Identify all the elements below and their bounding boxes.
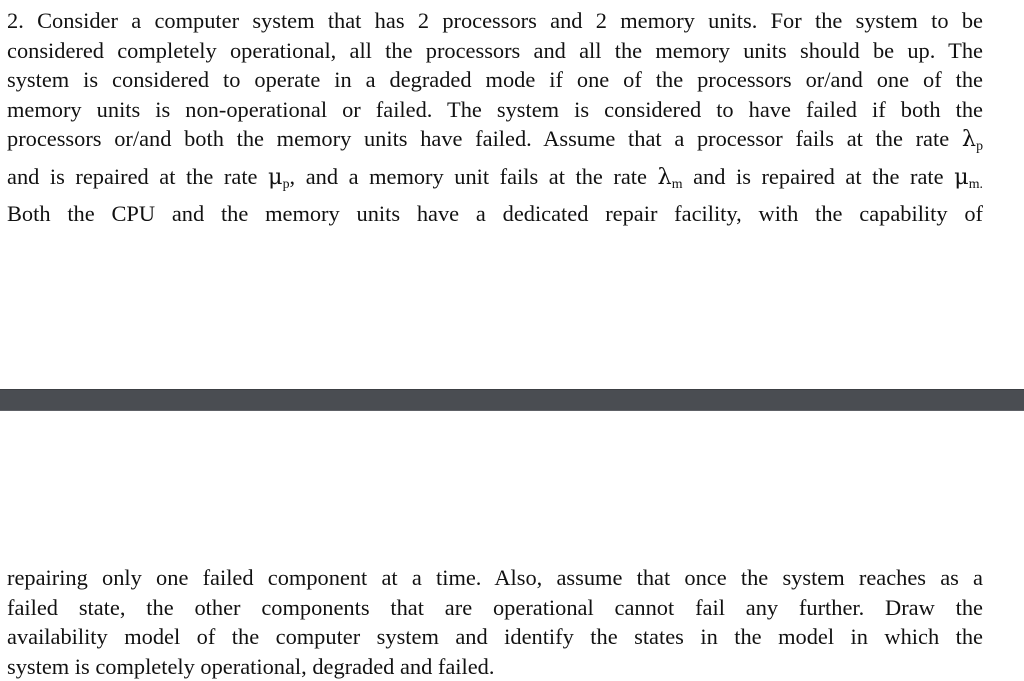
mu-symbol: μ <box>268 164 283 190</box>
lambda-symbol: λ <box>658 164 672 190</box>
text-line: considered completely operational, all the processors and all the memory units should be up. The <box>7 36 983 66</box>
mu-symbol: μ <box>954 164 969 190</box>
subscript-m: m <box>672 177 683 192</box>
page-divider <box>0 389 1024 411</box>
question-text-part-1 <box>7 6 983 229</box>
question-text-part-2 <box>7 563 983 681</box>
subscript-p: p <box>976 139 983 154</box>
text-line: memory units is non-operational or failed. The system is considered to have failed if both the <box>7 95 983 125</box>
text-segment: and is repaired at the rate <box>7 164 257 189</box>
text-line <box>7 162 983 200</box>
text-line: system is completely operational, degraded and failed. <box>7 652 983 681</box>
text-segment: processors or/and both the memory units have failed. Assume that a processor fails at the rate <box>7 126 949 151</box>
text-line <box>7 124 983 162</box>
subscript-p: p <box>283 177 290 192</box>
text-line: system is considered to operate in a degraded mode if one of the processors or/and one of the <box>7 65 983 95</box>
text-line: repairing only one failed component at a time. Also, assume that once the system reaches as a <box>7 563 983 593</box>
text-line: 2. Consider a computer system that has 2 processors and 2 memory units. For the system to be <box>7 6 983 36</box>
text-line: Both the CPU and the memory units have a dedicated repair facility, with the capability of <box>7 199 983 229</box>
text-segment: , and a memory unit fails at the rate <box>290 164 647 189</box>
text-line: availability model of the computer system and identify the states in the model in which the <box>7 622 983 652</box>
text-line: failed state, the other components that are operational cannot fail any further. Draw the <box>7 593 983 623</box>
lambda-symbol: λ <box>962 126 976 152</box>
period: . <box>980 177 983 192</box>
subscript-m: m <box>969 177 980 192</box>
text-segment: and is repaired at the rate <box>693 164 943 189</box>
